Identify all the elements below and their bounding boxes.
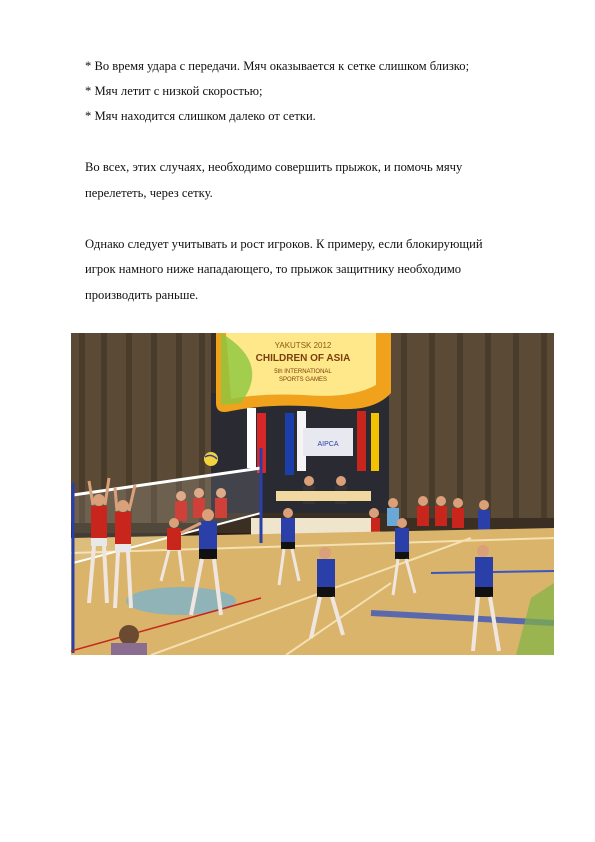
paragraph-line: перелететь, через сетку.	[85, 186, 213, 200]
banner-line-2: CHILDREN OF ASIA	[255, 353, 351, 364]
banner-line-3: 5th INTERNATIONAL	[274, 369, 332, 375]
volleyball	[204, 452, 218, 466]
bullet-item: * Мяч летит с низкой скоростью;	[85, 84, 263, 98]
event-banner	[216, 333, 391, 412]
paragraph-line: Однако следует учитывать и рост игроков. К примеру, если блокирующий	[85, 237, 483, 251]
bullet-item: * Мяч находится слишком далеко от сетки.	[85, 109, 316, 123]
officials-table	[276, 491, 371, 501]
paragraph-line: игрок намного ниже нападающего, то прыжок защитнику необходимо	[85, 262, 462, 276]
paragraph-line: Во всех, этих случаях, необходимо совершить прыжок, и помочь мячу	[85, 160, 463, 174]
paragraph-line: производить раньше.	[85, 288, 199, 302]
bullet-item: * Во время удара с передачи. Мяч оказывается к сетке слишком близко;	[85, 59, 470, 73]
volleyball-photo	[71, 333, 554, 655]
banner-line-4: SPORTS GAMES	[279, 377, 327, 383]
curtain-right	[389, 333, 554, 518]
side-sign-text: AIPCA	[317, 441, 339, 448]
banner-line-1: YAKUTSK 2012	[274, 341, 332, 350]
foreground-spectator	[119, 625, 139, 645]
